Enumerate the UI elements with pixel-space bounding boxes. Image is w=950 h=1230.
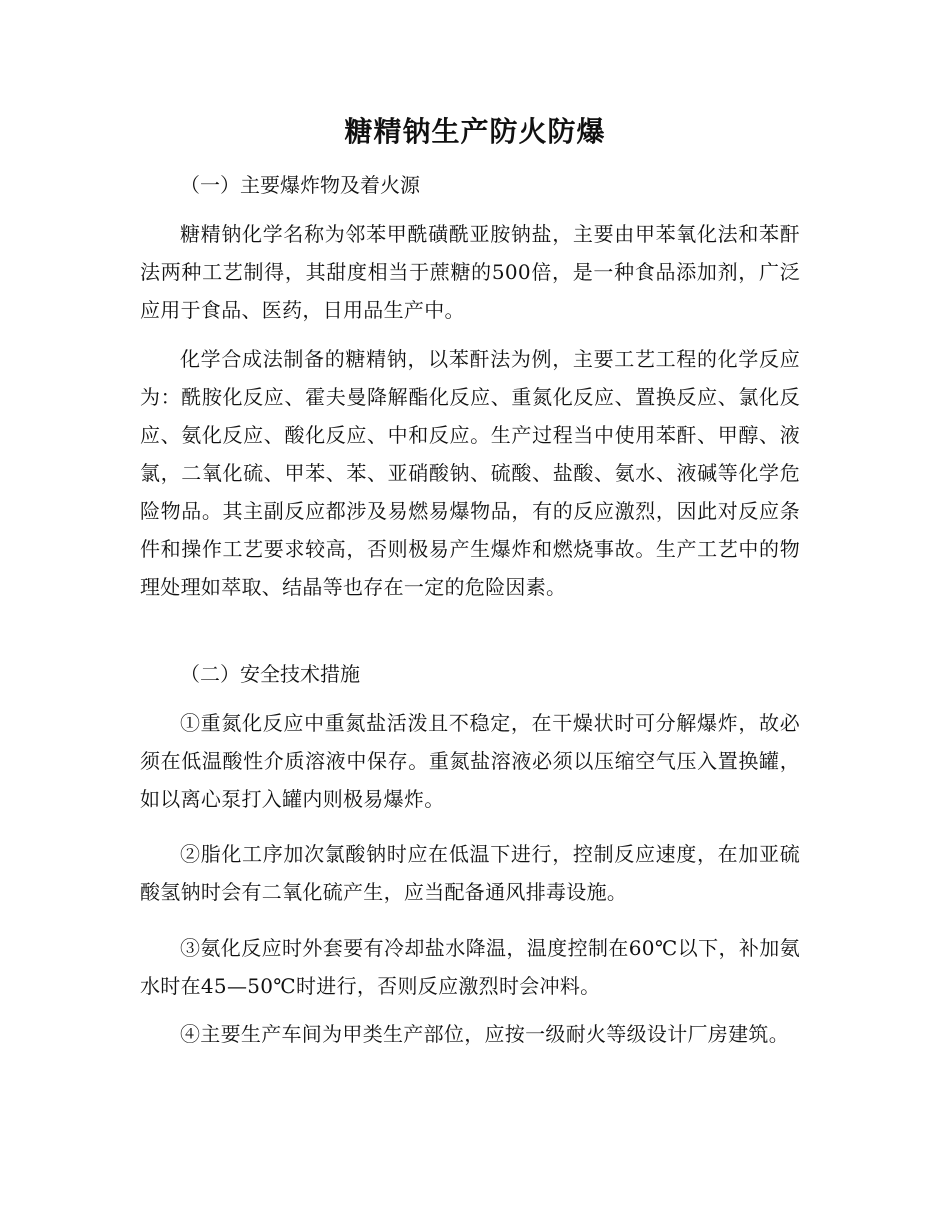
measure-item-2: ②脂化工序加次氯酸钠时应在低温下进行，控制反应速度，在加亚硫酸氢钠时会有二氧化硫产生，应当配备通风排毒设施。: [140, 842, 800, 904]
document-title: 糖精钠生产防火防爆: [344, 115, 606, 148]
section-heading-safety-measures: （二）安全技术措施: [180, 662, 360, 686]
paragraph-process: 化学合成法制备的糖精钠，以苯酐法为例，主要工艺工程的化学反应为：酰胺化反应、霍夫曼降解酯化反应、重氮化反应、置换反应、氯化反应、氨化反应、酸化反应、中和反应。生产过程当中使用苯酐、甲醇、液氯，二氧化硫、甲苯、苯、亚硝酸钠、硫酸、盐酸、氨水、液碱等化学危险物品。其主副反应都涉及易燃易爆物品，有的反应激烈，因此对反应条件和操作工艺要求较高，否则极易产生爆炸和燃烧事故。生产工艺中的物理处理如萃取、结晶等也存在一定的危险因素。: [140, 347, 800, 599]
measure-item-3: ③氨化反应时外套要有冷却盐水降温，温度控制在60℃以下，补加氨水时在45—50℃时进行，否则反应激烈时会冲料。: [140, 936, 800, 998]
section-heading-fire-sources: （一）主要爆炸物及着火源: [180, 173, 420, 197]
measure-item-4: ④主要生产车间为甲类生产部位，应按一级耐火等级设计厂房建筑。: [180, 1022, 789, 1046]
measure-item-1: ①重氮化反应中重氮盐活泼且不稳定，在干燥状时可分解爆炸，故必须在低温酸性介质溶液中保存。重氮盐溶液必须以压缩空气压入置换罐，如以离心泵打入罐内则极易爆炸。: [140, 711, 800, 811]
paragraph-intro: 糖精钠化学名称为邻苯甲酰磺酰亚胺钠盐，主要由甲苯氧化法和苯酐法两种工艺制得，其甜度相当于蔗糖的500倍，是一种食品添加剂，广泛应用于食品、医药，日用品生产中。: [140, 222, 800, 322]
